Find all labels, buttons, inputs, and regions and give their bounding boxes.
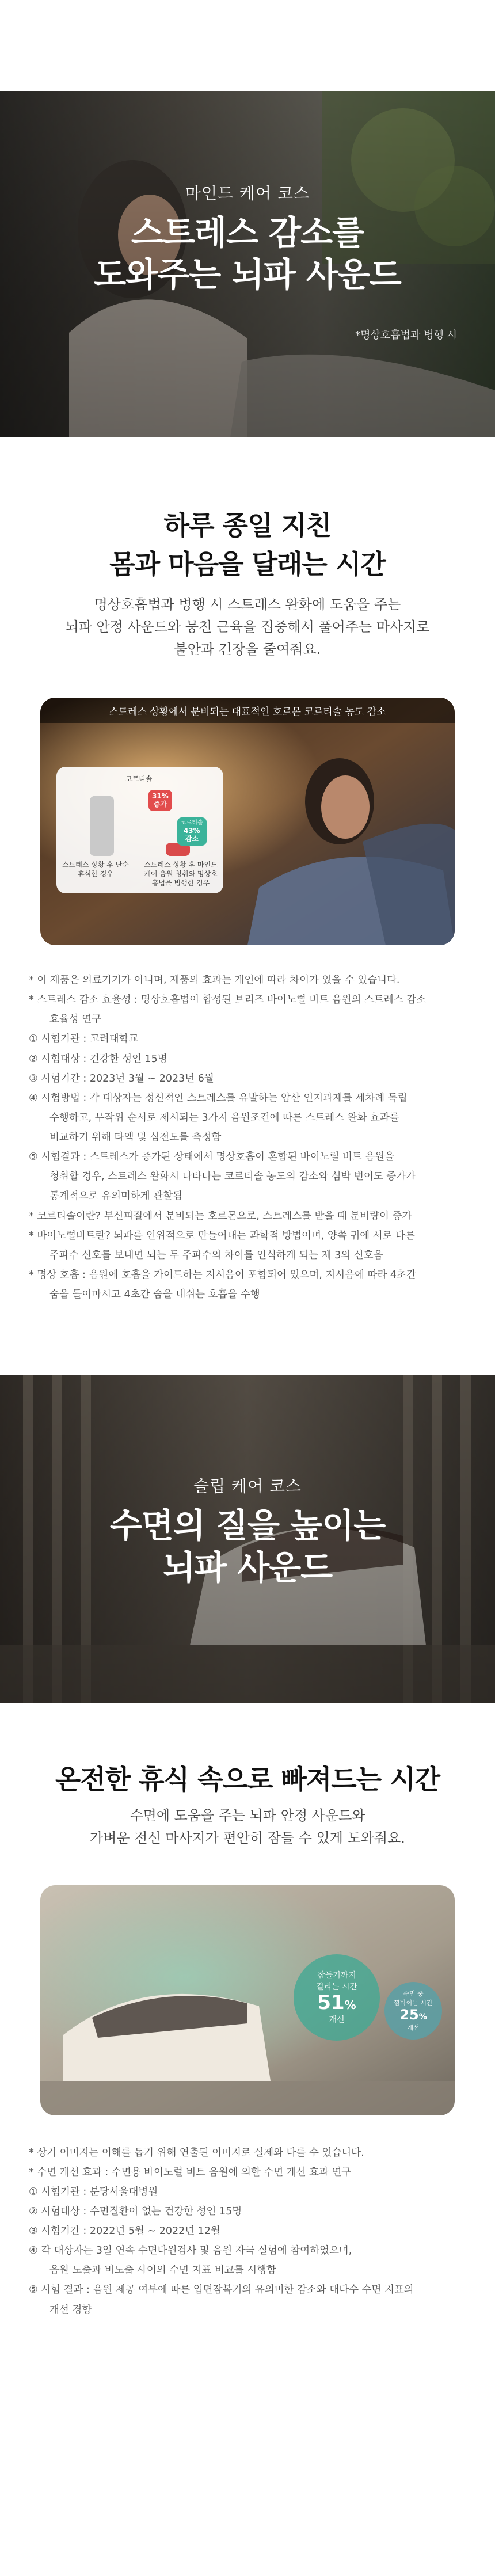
mind-care-footnotes bbox=[29, 971, 466, 1304]
sleep-onset-change: 개선 bbox=[329, 2015, 345, 2025]
cortisol-decrease-pill bbox=[177, 817, 207, 846]
footnote-line: 개선 경향 bbox=[50, 2304, 92, 2316]
cortisol-increase-pill bbox=[148, 790, 172, 811]
cortisol-bar-1 bbox=[90, 796, 114, 856]
footnote-line: * 이 제품은 의료기기가 아니며, 제품의 효과는 개인에 따라 차이가 있을 수 있습니다. bbox=[29, 975, 400, 986]
footnote-line: ④ 각 대상자는 3일 연속 수면다원검사 및 음원 자극 실험에 참여하였으며, bbox=[29, 2245, 352, 2257]
sleep-wake-value-row bbox=[399, 2007, 427, 2022]
hero-sleep-care bbox=[0, 1375, 495, 1703]
footnote-line: ⑤ 시험결과 : 스트레스가 증가된 상태에서 명상호흡이 혼합된 바이노럴 비트 음원을 bbox=[29, 1151, 395, 1163]
sleep-card bbox=[40, 1885, 455, 2115]
footnote-line: 비교하기 위해 타액 및 심전도를 측정함 bbox=[50, 1132, 222, 1143]
footnote-line: ① 시험기관 : 고려대학교 bbox=[29, 1033, 139, 1045]
footnote-line: ① 시험기관 : 분당서울대병원 bbox=[29, 2186, 158, 2198]
cortisol-decrease-label: 감소 bbox=[185, 835, 199, 843]
hero-mind-care-eyebrow: 마인드 케어 코스 bbox=[185, 184, 310, 203]
cortisol-increase-value: 31% bbox=[152, 792, 169, 800]
hero-mind-care-headline-line1: 스트레스 감소를 bbox=[131, 213, 364, 252]
footnote-line: 숨을 들이마시고 4초간 숨을 내쉬는 호흡을 수행 bbox=[50, 1289, 260, 1300]
hero-sleep-care-headline-line1: 수면의 질을 높이는 bbox=[109, 1506, 386, 1546]
footnote-line: * 스트레스 감소 효율성 : 명상호흡법이 합성된 브리즈 바이노럴 비트 음원의 스트레스 감소 bbox=[29, 994, 426, 1006]
sleep-wake-unit: % bbox=[418, 2012, 427, 2022]
cortisol-card-caption: 스트레스 상황에서 분비되는 대표적인 호르몬 코르티솔 농도 감소 bbox=[40, 698, 455, 723]
footnote-line: * 코르티솔이란? 부신피질에서 분비되는 호르몬으로, 스트레스를 받을 때 분비량이 증가 bbox=[29, 1210, 412, 1222]
section-mind-care-desc bbox=[0, 593, 495, 661]
hero-sleep-care-headline bbox=[0, 1505, 495, 1588]
footnote-line: ④ 시험방법 : 각 대상자는 정신적인 스트레스를 유발하는 암산 인지과제를 세차례 독립 bbox=[29, 1092, 408, 1104]
cortisol-decrease-title: 코르티솔 bbox=[181, 820, 203, 826]
footnote-line: 청취할 경우, 스트레스 완화시 나타나는 코르티솔 농도의 감소와 심박 변이도 증가가 bbox=[50, 1171, 416, 1183]
cortisol-bar2-label: 스트레스 상황 후 마인드 케어 음원 청취와 명상호흡법을 병행한 경우 bbox=[144, 861, 218, 888]
sleep-onset-value-row bbox=[317, 1992, 356, 2014]
sleep-onset-label-line2: 걸리는 시간 bbox=[315, 1982, 358, 1992]
section-mind-care-title-line1: 하루 종일 지친 bbox=[163, 510, 332, 541]
section-sleep-care-desc bbox=[0, 1805, 495, 1850]
footnote-line: * 수면 개선 효과 : 수면용 바이노럴 비트 음원에 의한 수면 개선 효과 연구 bbox=[29, 2166, 352, 2178]
cortisol-bar1-label: 스트레스 상황 후 단순 휴식한 경우 bbox=[62, 861, 129, 878]
footnote-line: ⑤ 시험 결과 : 음원 제공 여부에 따른 입면잠복기의 유의미한 감소와 대다수 수면 지표의 bbox=[29, 2284, 414, 2296]
footnote-line: 주파수 신호를 보내면 뇌는 두 주파수의 차이를 인식하게 되는 제 3의 신호음 bbox=[50, 1249, 383, 1261]
hero-mind-care-headline-line2: 도와주는 뇌파 사운드 bbox=[94, 254, 401, 294]
hero-mind-care-note: *명상호흡법과 병행 시 bbox=[355, 329, 457, 341]
hero-sleep-care-eyebrow: 슬립 케어 코스 bbox=[193, 1477, 302, 1496]
footnote-line: ③ 시험기간 : 2023년 3월 ~ 2023년 6월 bbox=[29, 1072, 214, 1085]
section-mind-care bbox=[0, 437, 495, 661]
footnote-line: ② 시험대상 : 건강한 성인 15명 bbox=[29, 1053, 167, 1065]
section-sleep-care bbox=[0, 1703, 495, 1849]
sleep-wake-change: 개선 bbox=[407, 2023, 420, 2031]
sleep-wake-stat bbox=[384, 1982, 442, 2040]
footnote-line: 통계적으로 유의미하게 관찰됨 bbox=[50, 1190, 182, 1203]
cortisol-chart bbox=[56, 767, 223, 893]
section-mind-care-desc-line3: 불안과 긴장을 줄여줘요. bbox=[174, 641, 321, 658]
hero-mind-care-headline bbox=[0, 212, 495, 295]
hero-mind-care bbox=[0, 91, 495, 437]
sleep-onset-stat bbox=[294, 1954, 380, 2041]
footnote-line: * 바이노럴비트란? 뇌파를 인위적으로 만들어내는 과학적 방법이며, 양쪽 귀에 서로 다른 bbox=[29, 1230, 415, 1242]
sleep-onset-unit: % bbox=[344, 1997, 356, 2012]
footnote-line: * 상기 이미지는 이해를 돕기 위해 연출된 이미지로 실제와 다를 수 있습니다. bbox=[29, 2147, 364, 2159]
section-mind-care-desc-line2: 뇌파 안정 사운드와 뭉친 근육을 집중해서 풀어주는 마사지로 bbox=[65, 619, 430, 636]
cortisol-chart-title: 코르티솔 bbox=[125, 775, 153, 783]
cortisol-decrease-value: 43% bbox=[183, 827, 200, 835]
sleep-care-footnotes bbox=[29, 2143, 466, 2343]
section-mind-care-desc-line1: 명상호흡법과 병행 시 스트레스 완화에 도움을 주는 bbox=[94, 596, 401, 613]
footnote-line: 효율성 연구 bbox=[50, 1014, 102, 1026]
cortisol-card bbox=[40, 698, 455, 945]
footnote-line: 수행하고, 무작위 순서로 제시되는 3가지 음원조건에 따른 스트레스 완화 효과를 bbox=[50, 1112, 399, 1124]
section-mind-care-title bbox=[0, 507, 495, 583]
section-mind-care-title-line2: 몸과 마음을 달래는 시간 bbox=[109, 548, 386, 580]
section-sleep-care-desc-line1: 수면에 도움을 주는 뇌파 안정 사운드와 bbox=[130, 1807, 365, 1824]
footnote-line: * 명상 호흡 : 음원에 호흡을 가이드하는 지시음이 포함되어 있으며, 지시음에 따라 4초간 bbox=[29, 1269, 416, 1281]
footnote-line: 음원 노출과 비노출 사이의 수면 지표 비교를 시행함 bbox=[50, 2265, 276, 2277]
sleep-wake-label-line1: 수면 중 bbox=[403, 1990, 424, 1998]
sleep-wake-label-line2: 깜박이는 시간 bbox=[394, 1999, 433, 2007]
sleep-wake-value: 25 bbox=[399, 2007, 419, 2023]
hero-sleep-care-headline-line2: 뇌파 사운드 bbox=[162, 1547, 333, 1587]
sleep-onset-label-line1: 잠들기까지 bbox=[317, 1970, 356, 1980]
footnote-line: ③ 시험기간 : 2022년 5월 ~ 2022년 12월 bbox=[29, 2225, 220, 2238]
section-sleep-care-desc-line2: 가벼운 전신 마사지가 편안히 잠들 수 있게 도와줘요. bbox=[90, 1829, 405, 1846]
cortisol-increase-label: 증가 bbox=[153, 800, 167, 809]
footnote-line: ② 시험대상 : 수면질환이 없는 건강한 성인 15명 bbox=[29, 2205, 242, 2217]
section-sleep-care-title: 온전한 휴식 속으로 빠져드는 시간 bbox=[55, 1764, 440, 1795]
sleep-onset-value: 51 bbox=[317, 1991, 345, 2014]
